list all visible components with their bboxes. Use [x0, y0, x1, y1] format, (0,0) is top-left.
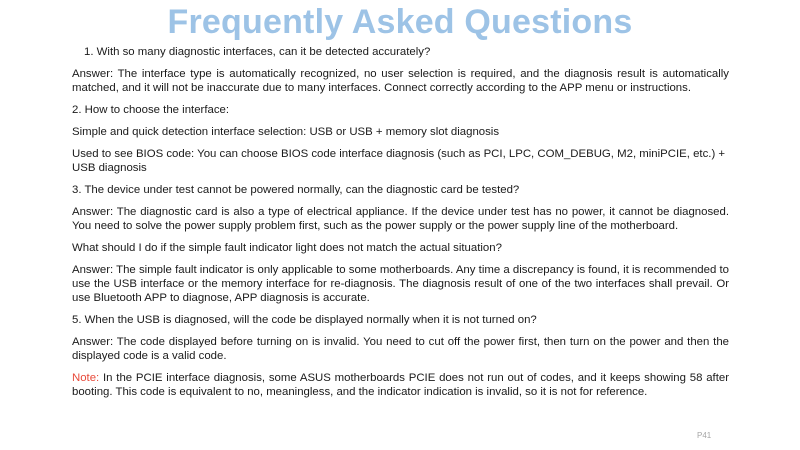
faq-question-2: 2. How to choose the interface: — [72, 104, 230, 116]
faq-question-5: 5. When the USB is diagnosed, will the code be displayed normally when it is not turned on? — [72, 314, 537, 326]
faq-question-4: What should I do if the simple fault indicator light does not match the actual situation? — [72, 242, 502, 254]
faq-answer-1: Answer: The interface type is automatically recognized, no user selection is required, and the diagnosis result is automatically matched, and it will not be inaccurate due to many interfaces. Connect correctly according to the APP menu or instructions. — [72, 68, 729, 94]
faq-answer-2-line-2: Used to see BIOS code: You can choose BIOS code interface diagnosis (such as PCI, LPC, COM_DEBUG, M2, miniPCIE, etc.) + USB diagnosis — [72, 148, 726, 174]
faq-content — [72, 45, 729, 407]
note-label: Note: — [72, 372, 100, 384]
page-number: P41 — [697, 431, 712, 440]
faq-answer-3: Answer: The diagnostic card is also a type of electrical appliance. If the device under test has no power, it cannot be diagnosed. You need to solve the power supply problem first, such as the power supply or the power supply line of the motherboard. — [72, 206, 729, 232]
note-text: In the PCIE interface diagnosis, some ASUS motherboards PCIE does not run out of codes, and it keeps showing 58 after booting. This code is equivalent to no, meaningless, and the indicator indication is invalid, so it is not for reference. — [72, 372, 729, 398]
faq-question-3: 3. The device under test cannot be powered normally, can the diagnostic card be tested? — [72, 184, 520, 196]
faq-note — [72, 371, 729, 399]
page-title: Frequently Asked Questions — [167, 3, 633, 41]
faq-answer-2-line-1: Simple and quick detection interface selection: USB or USB + memory slot diagnosis — [72, 126, 500, 138]
faq-question-1: 1. With so many diagnostic interfaces, can it be detected accurately? — [84, 46, 431, 58]
faq-answer-5: Answer: The code displayed before turning on is invalid. You need to cut off the power first, then turn on the power and then the displayed code is a valid code. — [72, 336, 729, 362]
faq-answer-4: Answer: The simple fault indicator is only applicable to some motherboards. Any time a discrepancy is found, it is recommended to use the USB interface or the memory interface for re-diagnosis. The diagnosis result of one of the two interfaces shall prevail. Or use Bluetooth APP to diagnose, APP diagnosis is accurate. — [72, 264, 729, 304]
